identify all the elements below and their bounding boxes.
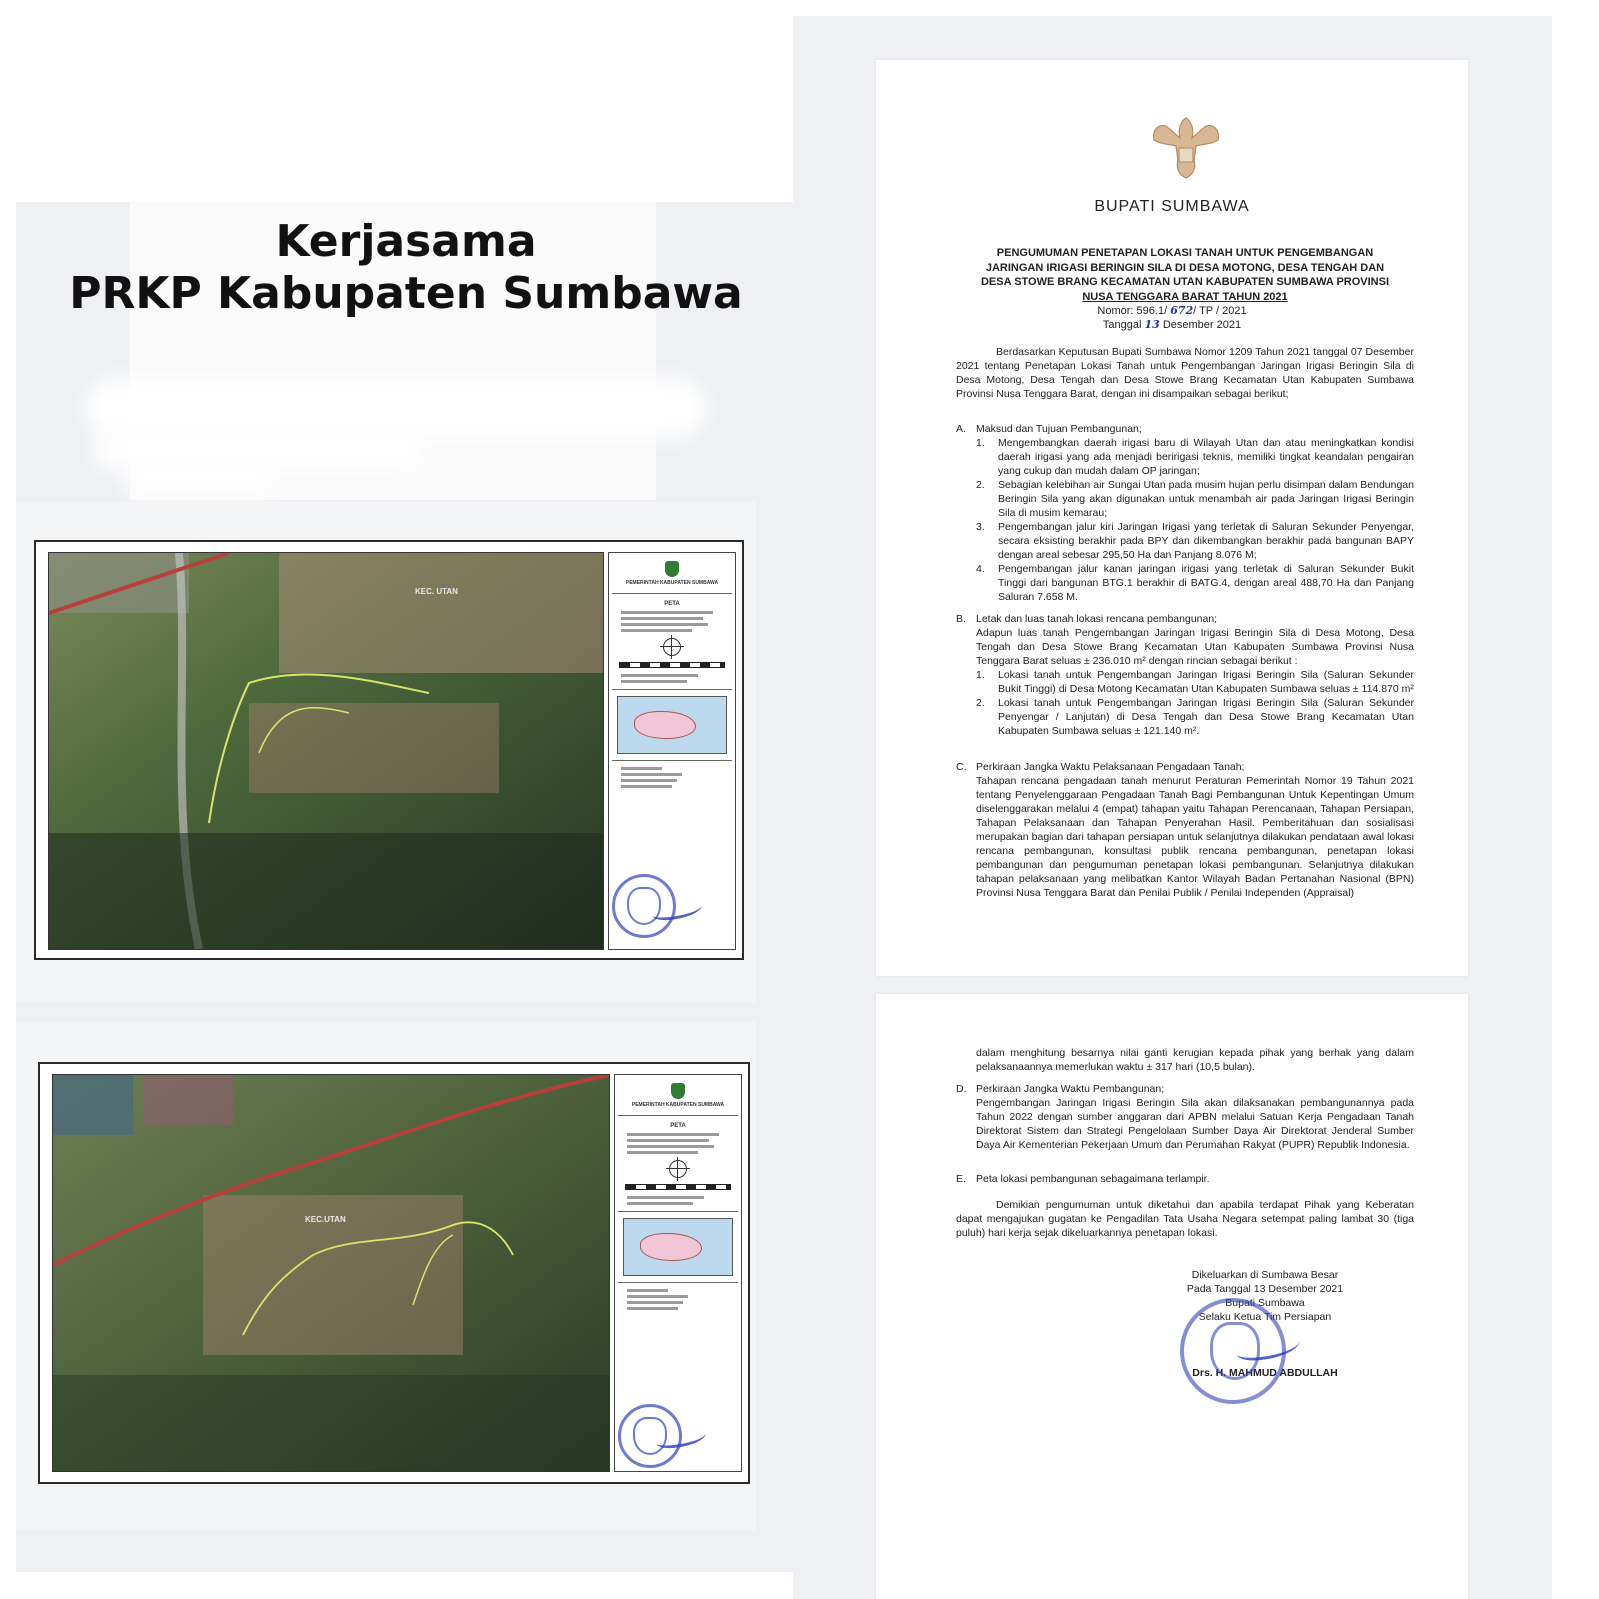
letter-title-line: JARINGAN IRIGASI BERINGIN SILA DI DESA MOTONG, DESA TENGAH DAN — [985, 261, 1385, 274]
legend-doc-label: PETA — [664, 601, 680, 607]
legend-text-lines — [627, 1289, 729, 1310]
legend-doc-label: PETA — [670, 1123, 686, 1129]
map-sheet-2 — [16, 1022, 756, 1530]
handwritten-number: 672 — [1170, 304, 1194, 317]
section-text: dalam menghitung besarnya nilai ganti kerugian kepada pihak yang berhak yang dalam pelaksanaannya memerlukan waktu ± 317 hari (10,5 bulan). — [976, 1047, 1414, 1073]
legend-divider — [612, 760, 732, 761]
collage-title-line-1: Kerjasama — [275, 216, 537, 267]
section-heading: Letak dan luas tanah lokasi rencana pembangunan; — [976, 613, 1218, 625]
legend-divider — [618, 1211, 738, 1212]
signer-name: Drs. H. MAHMUD ABDULLAH — [1192, 1367, 1338, 1379]
legend-divider — [618, 1115, 738, 1116]
section-letter: E. — [956, 1173, 966, 1185]
section-heading: Maksud dan Tujuan Pembangunan; — [976, 423, 1142, 435]
letter-number: Nomor: 596.1/ 672/ TP / 2021 — [1097, 304, 1247, 317]
handwritten-day: 13 — [1144, 318, 1160, 331]
section-letter: D. — [956, 1083, 967, 1095]
legend-org: PEMERINTAH KABUPATEN SUMBAWA — [625, 580, 719, 586]
letter-date: Tanggal 13 Desember 2021 — [1102, 318, 1242, 331]
redacted-area — [86, 378, 706, 438]
legend-text-lines — [627, 1133, 729, 1154]
legend-divider — [612, 689, 732, 690]
letter-heading: BUPATI SUMBAWA — [1094, 198, 1250, 215]
legend-org: PEMERINTAH KABUPATEN SUMBAWA — [631, 1102, 725, 1108]
letter-title-line: NUSA TENGGARA BARAT TAHUN 2021 — [1082, 290, 1288, 303]
scale-bar — [625, 1184, 731, 1190]
north-arrow-icon — [663, 638, 681, 656]
issued-place: Dikeluarkan di Sumbawa Besar — [1191, 1269, 1339, 1281]
list-item: 2. Sebagian kelebihan air Sungai Utan pada musim hujan perlu disimpan dalam Bendungan Beringin Sila yang akan digunakan untuk menambah air pada Jaringan Irigasi Beringin Sila di musim kemarau; — [976, 479, 1414, 519]
scale-bar — [619, 662, 725, 668]
collage-title — [16, 216, 796, 320]
list-item: 1. Lokasi tanah untuk Pengembangan Jaringan Irigasi Beringin Sila (Saluran Sekunder Bukit Tinggi) di Desa Motong Kecamatan Utan Kabupaten Sumbawa seluas ± 114.870 m² — [976, 669, 1414, 695]
issuer-title: Bupati Sumbawa — [1225, 1297, 1305, 1309]
satellite-image-graphic — [53, 1075, 609, 1471]
section-letter: C. — [956, 761, 967, 773]
section-text: Adapun luas tanah Pengembangan Jaringan Irigasi Beringin Sila di Desa Motong, Desa Tengah dan Desa Stowe Brang Kecamatan Utan Kabupaten Sumbawa Provinsi Nusa Tenggara Barat seluas ± 236.010 m² dengan rincian sebagai berikut : — [976, 627, 1414, 667]
satellite-image-graphic — [49, 553, 603, 949]
letter-title-line: DESA STOWE BRANG KECAMATAN UTAN KABUPATEN SUMBAWA PROVINSI — [980, 276, 1390, 288]
satellite-image — [52, 1074, 610, 1472]
closing-paragraph: Demikian pengumuman untuk diketahui dan apabila terdapat Pihak yang Keberatan dapat mengajukan gugatan ke Pengadilan Tata Usaha Negara setempat paling lambat 30 (tiga puluh) hari kerja sejak dikeluarkannya penetapan lokasi. — [956, 1199, 1414, 1239]
inset-map — [617, 696, 727, 754]
district-label: KEC.UTAN — [305, 1215, 346, 1224]
garuda-emblem-icon — [1148, 112, 1224, 184]
section-heading: Perkiraan Jangka Waktu Pelaksanaan Pengadaan Tanah; — [976, 761, 1245, 773]
district-label: KEC. UTAN — [415, 587, 458, 596]
list-item: 2. Lokasi tanah untuk Pengembangan Jaringan Irigasi Beringin Sila (Saluran Sekunder Penyengar / Lanjutan) di Desa Tengah dan Desa Stowe Brang Kecamatan Utan Kabupaten Sumbawa seluas ± 121.140 m². — [976, 697, 1414, 737]
section-items — [976, 436, 1414, 604]
letter-intro: Berdasarkan Keputusan Bupati Sumbawa Nomor 1209 Tahun 2021 tanggal 07 Desember 2021 tentang Penetapan Lokasi Tanah untuk Pengembangan Jaringan Irigasi Beringin Sila di Desa Motong, Desa Tengah dan Desa Stowe Brang Kecamatan Utan Kabupaten Sumbawa Provinsi Nusa Tenggara Barat, dengan ini disampaikan sebagai berikut; — [956, 346, 1414, 400]
letter-title-line: PENGUMUMAN PENETAPAN LOKASI TANAH UNTUK PENGEMBANGAN — [996, 247, 1374, 259]
issuer-role: Selaku Ketua Tim Persiapan — [1198, 1311, 1332, 1323]
collage-title-line-2: PRKP Kabupaten Sumbawa — [69, 268, 743, 319]
legend-divider — [618, 1282, 738, 1283]
letter-number-date — [878, 304, 1466, 332]
section-text: Tahapan rencana pengadaan tanah menurut Peraturan Pemerintah Nomor 19 Tahun 2021 tentang Penyelenggaraan Pengadaan Tanah Bagi Pembangunan Untuk Kepentingan Umum diselenggarakan melalui 4 (empat) tahapan yaitu Tahapan Perencanaan, Tahapan Persiapan, Tahapan Pelaksanaan dan Tahapan Penyerahan Hasil. Pemberitahuan dan sosialisasi merupakan bagian dari tahapan persiapan untuk selanjutnya dilakukan pendataan awal lokasi rencana pembangunan, konsultasi publik rencana pembangunan, penetapan lokasi pembangunan dan pengumuman penetapan lokasi pembangunan. Selanjutnya dilakukan tahapan pelaksanaan yang melibatkan Kantor Wilayah Badan Pertanahan Nasional (BPN) Provinsi Nusa Tenggara Barat dan Penilai Publik / Penilai Independen (Appraisal) — [976, 775, 1414, 899]
legend-text-lines — [621, 674, 723, 683]
section-text: Pengembangan Jaringan Irigasi Beringin Sila akan dilaksanakan pembangunannya pada Tahun 2022 dengan sumber anggaran dari APBN melalui Satuan Kerja Pengadaan Tanah Direktorat Sistem dan Strategi Pengelolaan Sumber Daya Air Direktorat Jenderal Sumber Daya Air Kementerian Pekerjaan Umum dan Perumahan Rakyat (PUPR) Republik Indonesia. — [976, 1097, 1414, 1151]
legend-text-lines — [627, 1196, 729, 1205]
section-items — [976, 668, 1414, 738]
redacted-area — [124, 462, 274, 494]
north-arrow-icon — [669, 1160, 687, 1178]
issued-date: Pada Tanggal 13 Desember 2021 — [1186, 1283, 1344, 1295]
section-heading: Peta lokasi pembangunan sebagaimana terlampir. — [976, 1173, 1210, 1185]
section-heading: Perkiraan Jangka Waktu Pembangunan; — [976, 1083, 1165, 1095]
legend-text-lines — [621, 767, 723, 788]
section-letter: B. — [956, 613, 966, 625]
legend-divider — [612, 593, 732, 594]
regency-logo-icon — [665, 561, 679, 577]
letter-title — [940, 246, 1430, 304]
regency-logo-icon — [671, 1083, 685, 1099]
map-sheet-1 — [16, 502, 756, 1002]
list-item: 1. Mengembangkan daerah irigasi baru di Wilayah Utan dan atau meningkatkan kondisi daerah irigasi yang ada menjadi beririgasi teknis, memiliki tingkat keandalan pengairan yang cukup dan mudah dalam OP jaringan; — [976, 437, 1414, 477]
list-item: 3. Pengembangan jalur kiri Jaringan Irigasi yang terletak di Saluran Sekunder Penyengar, secara eksisting berakhir pada BPY dan dikembangkan berakhir pada bangunan BAPY dengan areal sebesar 295,50 Ha dan Panjang 8.076 M; — [976, 521, 1414, 561]
list-item: 4. Pengembangan jalur kanan jaringan irigasi yang terletak di Saluran Sekunder Bukit Tinggi dari bangunan BTG.1 berakhir di BATG.4, dengan areal 488,70 Ha dan Panjang Saluran 7.658 M. — [976, 563, 1414, 603]
satellite-image — [48, 552, 604, 950]
legend-text-lines — [621, 611, 723, 632]
inset-map — [623, 1218, 733, 1276]
section-letter: A. — [956, 423, 966, 435]
